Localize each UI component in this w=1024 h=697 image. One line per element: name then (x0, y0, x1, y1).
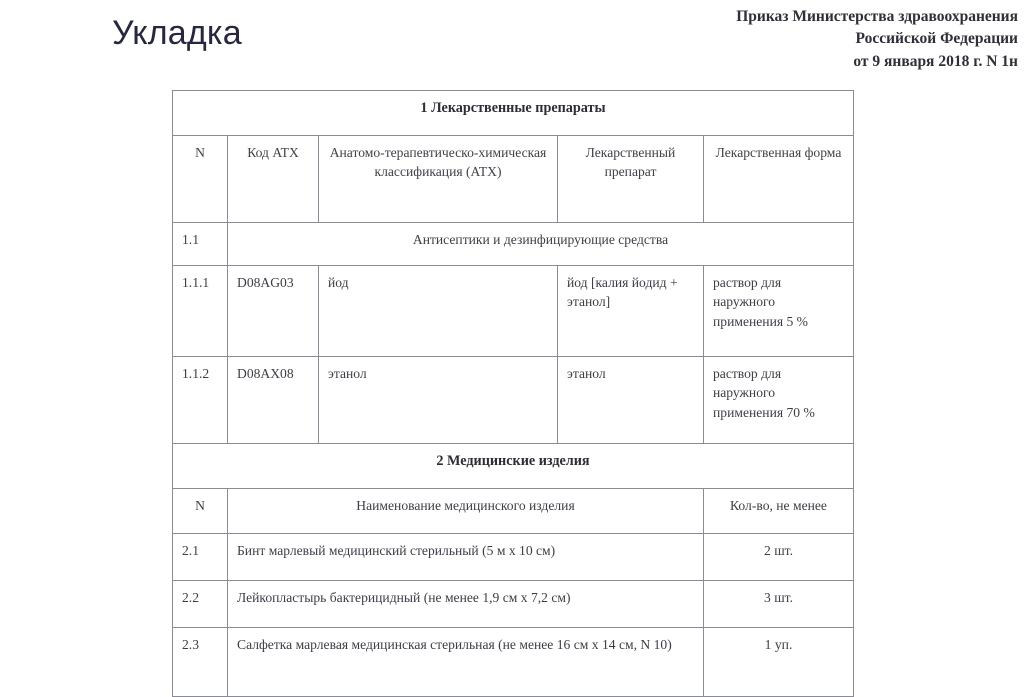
section1-title-row (173, 91, 854, 136)
column-header-device-number: N (173, 489, 228, 534)
row-classification: этанол (319, 357, 558, 444)
table-row (173, 357, 854, 444)
first-aid-kit-table (172, 90, 853, 697)
order-reference-block (598, 6, 1018, 73)
table-row (173, 534, 854, 581)
section2-title: 2 Медицинские изделия (173, 444, 854, 489)
group-number: 1.1 (173, 223, 228, 266)
table-row (173, 266, 854, 357)
group-label: Антисептики и дезинфицирующие средства (228, 223, 854, 266)
column-header-device-qty: Кол-во, не менее (704, 489, 854, 534)
slide-header (0, 0, 1024, 86)
section2-title-row (173, 444, 854, 489)
column-header-number: N (173, 136, 228, 223)
row-device-qty: 1 уп. (704, 628, 854, 697)
row-device-name: Лейкопластырь бактерицидный (не менее 1,9 см х 7,2 см) (228, 581, 704, 628)
row-drug: этанол (558, 357, 704, 444)
row-device-qty: 2 шт. (704, 534, 854, 581)
row-classification: йод (319, 266, 558, 357)
table-row (173, 581, 854, 628)
row-device-name: Салфетка марлевая медицинская стерильная (не менее 16 см х 14 см, N 10) (228, 628, 704, 697)
row-number: 1.1.1 (173, 266, 228, 357)
section1-title: 1 Лекарственные препараты (173, 91, 854, 136)
column-header-drug: Лекарственный препарат (558, 136, 704, 223)
order-reference-line-3: от 9 января 2018 г. N 1н (853, 52, 1018, 70)
row-atx-code: D08AG03 (228, 266, 319, 357)
kit-contents-table (172, 90, 854, 697)
row-form: раствор для наружного применения 5 % (704, 266, 854, 357)
group-row-antiseptics (173, 223, 854, 266)
row-number: 1.1.2 (173, 357, 228, 444)
row-number: 2.2 (173, 581, 228, 628)
section1-header-row (173, 136, 854, 223)
row-number: 2.3 (173, 628, 228, 697)
row-drug: йод [калия йодид + этанол] (558, 266, 704, 357)
page-title: Укладка (112, 14, 242, 52)
order-reference-line-1: Приказ Министерства здравоохранения (736, 8, 1018, 25)
column-header-form: Лекарственная форма (704, 136, 854, 223)
row-number: 2.1 (173, 534, 228, 581)
order-reference-line-2: Российской Федерации (855, 30, 1018, 48)
table-row (173, 628, 854, 697)
column-header-atx-code: Код ATX (228, 136, 319, 223)
row-device-qty: 3 шт. (704, 581, 854, 628)
row-atx-code: D08AX08 (228, 357, 319, 444)
row-form: раствор для наружного применения 70 % (704, 357, 854, 444)
column-header-device-name: Наименование медицинского изделия (228, 489, 704, 534)
section2-header-row (173, 489, 854, 534)
row-device-name: Бинт марлевый медицинский стерильный (5 м х 10 см) (228, 534, 704, 581)
column-header-classification: Анатомо-терапевтическо-химическая классификация (ATX) (319, 136, 558, 223)
